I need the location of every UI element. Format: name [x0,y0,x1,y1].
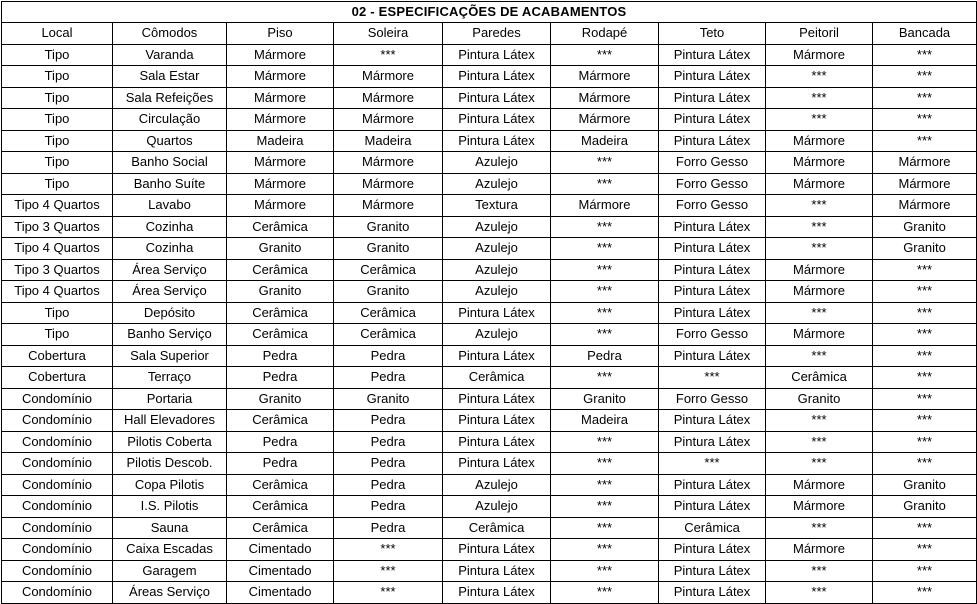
table-cell: *** [766,345,873,367]
table-cell: Cerâmica [443,367,551,389]
table-cell: *** [873,517,977,539]
table-cell: *** [766,216,873,238]
table-cell: Mármore [873,195,977,217]
table-row [2,431,977,453]
table-cell: Pintura Látex [443,560,551,582]
table-cell: Cobertura [2,367,113,389]
table-cell: Pintura Látex [659,66,766,88]
table-cell: Pedra [227,345,334,367]
table-cell: *** [766,431,873,453]
table-cell: Condomínio [2,431,113,453]
table-cell: *** [873,582,977,604]
table-row [2,152,977,174]
table-cell: Granito [873,496,977,518]
table-cell: Mármore [766,539,873,561]
table-cell: Pintura Látex [659,582,766,604]
table-cell: Tipo 4 Quartos [2,281,113,303]
table-cell: *** [766,195,873,217]
table-cell: *** [873,66,977,88]
table-cell: Pintura Látex [659,109,766,131]
table-cell: *** [766,410,873,432]
table-cell: Pintura Látex [659,281,766,303]
table-cell: Cerâmica [659,517,766,539]
table-cell: Lavabo [113,195,227,217]
table-row [2,345,977,367]
table-cell: *** [766,302,873,324]
table-cell: *** [551,539,659,561]
table-cell: Mármore [766,152,873,174]
table-cell: *** [766,87,873,109]
table-cell: Pintura Látex [659,474,766,496]
table-cell: Mármore [766,173,873,195]
table-cell: Granito [873,474,977,496]
table-cell: *** [551,302,659,324]
table-cell: Cerâmica [334,324,443,346]
table-cell: Circulação [113,109,227,131]
table-cell: *** [551,281,659,303]
table-cell: Condomínio [2,496,113,518]
table-cell: Mármore [227,173,334,195]
table-cell: Pintura Látex [659,259,766,281]
table-cell: Pintura Látex [659,345,766,367]
table-cell: Pintura Látex [443,130,551,152]
table-cell: *** [551,582,659,604]
table-cell: Sauna [113,517,227,539]
table-cell: *** [551,238,659,260]
table-cell: Madeira [551,130,659,152]
table-cell: Pintura Látex [443,388,551,410]
table-cell: Cimentado [227,560,334,582]
table-cell: Pedra [227,453,334,475]
table-cell: *** [551,367,659,389]
table-cell: Banho Social [113,152,227,174]
column-header: Piso [227,23,334,45]
table-row [2,87,977,109]
table-row [2,173,977,195]
table-row [2,496,977,518]
table-cell: Cimentado [227,582,334,604]
table-cell: Pintura Látex [659,238,766,260]
table-cell: *** [873,560,977,582]
table-cell: Cozinha [113,216,227,238]
table-cell: Tipo [2,173,113,195]
table-cell: Azulejo [443,238,551,260]
table-cell: Pintura Látex [443,431,551,453]
table-cell: *** [334,44,443,66]
table-cell: Pedra [227,431,334,453]
table-cell: Tipo [2,66,113,88]
table-cell: Forro Gesso [659,324,766,346]
table-cell: Granito [334,281,443,303]
table-cell: Portaria [113,388,227,410]
table-cell: Caixa Escadas [113,539,227,561]
table-cell: Pedra [334,453,443,475]
table-cell: Tipo [2,324,113,346]
table-cell: Cerâmica [227,496,334,518]
table-cell: Sala Estar [113,66,227,88]
table-cell: Mármore [551,195,659,217]
table-cell: *** [873,388,977,410]
table-cell: Granito [227,388,334,410]
table-cell: Cerâmica [227,216,334,238]
finishes-spec-table [1,1,977,604]
table-cell: Pilotis Descob. [113,453,227,475]
table-cell: Granito [766,388,873,410]
column-header: Bancada [873,23,977,45]
table-cell: Azulejo [443,281,551,303]
table-row [2,216,977,238]
table-cell: Cerâmica [227,410,334,432]
table-body [2,44,977,603]
table-row [2,302,977,324]
table-cell: Pedra [227,367,334,389]
table-cell: Cerâmica [227,259,334,281]
table-cell: *** [551,496,659,518]
column-header: Teto [659,23,766,45]
table-cell: Forro Gesso [659,152,766,174]
table-cell: Pintura Látex [443,66,551,88]
column-header: Local [2,23,113,45]
table-cell: Mármore [551,109,659,131]
table-cell: Granito [334,216,443,238]
table-cell: *** [334,560,443,582]
table-cell: *** [659,367,766,389]
table-cell: *** [873,87,977,109]
table-cell: Condomínio [2,388,113,410]
table-cell: Pintura Látex [443,582,551,604]
table-cell: *** [551,560,659,582]
table-cell: Tipo 3 Quartos [2,216,113,238]
table-cell: *** [873,281,977,303]
table-cell: Mármore [873,152,977,174]
table-cell: Mármore [227,66,334,88]
table-cell: Condomínio [2,582,113,604]
table-row [2,44,977,66]
table-cell: Pintura Látex [659,87,766,109]
column-header-row [2,23,977,45]
table-cell: Condomínio [2,453,113,475]
table-cell: Granito [873,216,977,238]
table-cell: Pintura Látex [659,539,766,561]
table-cell: Pintura Látex [443,302,551,324]
table-cell: Pintura Látex [659,130,766,152]
table-cell: *** [766,582,873,604]
column-header: Peitoril [766,23,873,45]
table-cell: Madeira [334,130,443,152]
table-cell: *** [551,259,659,281]
table-row [2,281,977,303]
table-cell: *** [873,324,977,346]
table-cell: Forro Gesso [659,195,766,217]
table-cell: *** [766,560,873,582]
table-cell: Tipo [2,130,113,152]
table-cell: Pintura Látex [443,453,551,475]
table-cell: Azulejo [443,216,551,238]
table-cell: Azulejo [443,496,551,518]
table-cell: *** [551,152,659,174]
table-cell: Pedra [334,410,443,432]
table-cell: Mármore [873,173,977,195]
table-cell: Tipo [2,44,113,66]
column-header: Paredes [443,23,551,45]
table-cell: Mármore [334,195,443,217]
table-cell: Pintura Látex [659,410,766,432]
table-row [2,453,977,475]
table-cell: Mármore [766,281,873,303]
table-row [2,238,977,260]
table-cell: Mármore [766,259,873,281]
table-cell: Tipo [2,109,113,131]
table-cell: Pintura Látex [659,216,766,238]
table-cell: Mármore [766,496,873,518]
table-cell: Azulejo [443,474,551,496]
table-cell: Copa Pilotis [113,474,227,496]
table-cell: Pintura Látex [443,44,551,66]
table-cell: *** [551,324,659,346]
table-cell: *** [873,345,977,367]
table-cell: Pintura Látex [659,560,766,582]
table-cell: Granito [334,388,443,410]
column-header: Cômodos [113,23,227,45]
column-header: Rodapé [551,23,659,45]
table-cell: Granito [873,238,977,260]
table-cell: Mármore [766,324,873,346]
table-cell: *** [334,539,443,561]
table-cell: Terraço [113,367,227,389]
table-cell: Pedra [334,496,443,518]
table-cell: Quartos [113,130,227,152]
table-cell: Forro Gesso [659,173,766,195]
table-row [2,367,977,389]
table-cell: Tipo [2,152,113,174]
table-cell: Cerâmica [443,517,551,539]
table-cell: Mármore [766,474,873,496]
table-cell: *** [551,173,659,195]
table-row [2,109,977,131]
table-cell: *** [873,410,977,432]
table-cell: Pintura Látex [443,539,551,561]
table-cell: *** [873,44,977,66]
table-cell: *** [659,453,766,475]
table-cell: Cerâmica [227,474,334,496]
column-header: Soleira [334,23,443,45]
table-row [2,195,977,217]
table-cell: Forro Gesso [659,388,766,410]
table-cell: Mármore [334,66,443,88]
table-cell: Mármore [227,87,334,109]
table-cell: Madeira [227,130,334,152]
table-cell: *** [551,44,659,66]
table-cell: *** [873,431,977,453]
table-cell: *** [873,453,977,475]
table-cell: Cozinha [113,238,227,260]
table-cell: *** [766,517,873,539]
table-cell: Pedra [334,474,443,496]
table-row [2,474,977,496]
table-cell: Pintura Látex [443,345,551,367]
table-cell: Banho Serviço [113,324,227,346]
table-cell: *** [551,474,659,496]
table-cell: Mármore [551,87,659,109]
table-cell: Granito [551,388,659,410]
table-cell: Pintura Látex [443,87,551,109]
table-cell: *** [766,109,873,131]
table-cell: Textura [443,195,551,217]
table-cell: Pilotis Coberta [113,431,227,453]
table-row [2,560,977,582]
table-cell: Tipo 4 Quartos [2,195,113,217]
table-cell: Granito [227,281,334,303]
table-cell: Cerâmica [334,302,443,324]
table-cell: Pedra [334,431,443,453]
table-cell: Depósito [113,302,227,324]
table-cell: Cerâmica [334,259,443,281]
table-row [2,130,977,152]
table-cell: *** [873,109,977,131]
table-cell: Azulejo [443,152,551,174]
table-row [2,66,977,88]
table-cell: *** [873,259,977,281]
table-cell: Azulejo [443,173,551,195]
table-row [2,324,977,346]
table-cell: Mármore [334,173,443,195]
table-title: 02 - ESPECIFICAÇÕES DE ACABAMENTOS [2,2,977,23]
table-cell: *** [873,367,977,389]
table-cell: *** [766,453,873,475]
table-cell: Garagem [113,560,227,582]
table-cell: Pedra [334,367,443,389]
table-cell: *** [873,302,977,324]
table-cell: Cimentado [227,539,334,561]
table-cell: Tipo [2,302,113,324]
table-cell: Condomínio [2,474,113,496]
table-cell: Área Serviço [113,281,227,303]
table-cell: Pintura Látex [659,496,766,518]
table-cell: Área Serviço [113,259,227,281]
table-cell: Azulejo [443,259,551,281]
table-cell: Cerâmica [227,517,334,539]
table-cell: Pintura Látex [443,109,551,131]
table-row [2,517,977,539]
table-cell: Tipo 4 Quartos [2,238,113,260]
table-cell: *** [873,130,977,152]
table-row [2,259,977,281]
table-cell: Mármore [766,44,873,66]
table-cell: Mármore [334,109,443,131]
table-cell: Mármore [227,152,334,174]
table-cell: Condomínio [2,410,113,432]
table-row [2,388,977,410]
table-cell: Mármore [334,152,443,174]
table-cell: Sala Superior [113,345,227,367]
table-cell: Pintura Látex [443,410,551,432]
table-cell: Pintura Látex [659,302,766,324]
table-row [2,582,977,604]
table-cell: *** [551,453,659,475]
table-cell: *** [873,539,977,561]
table-cell: Mármore [551,66,659,88]
table-cell: *** [551,431,659,453]
table-cell: Condomínio [2,539,113,561]
table-cell: *** [551,216,659,238]
table-cell: Mármore [334,87,443,109]
table-cell: Mármore [766,130,873,152]
table-cell: *** [334,582,443,604]
table-cell: Mármore [227,44,334,66]
table-cell: Sala Refeições [113,87,227,109]
table-cell: Pedra [334,345,443,367]
table-cell: *** [551,517,659,539]
table-cell: Tipo [2,87,113,109]
table-cell: Pintura Látex [659,44,766,66]
table-cell: Granito [334,238,443,260]
table-cell: Banho Suíte [113,173,227,195]
table-cell: I.S. Pilotis [113,496,227,518]
table-cell: Azulejo [443,324,551,346]
table-cell: Pintura Látex [659,431,766,453]
table-cell: Mármore [227,195,334,217]
table-cell: Condomínio [2,517,113,539]
table-cell: Áreas Serviço [113,582,227,604]
table-cell: Madeira [551,410,659,432]
table-cell: Hall Elevadores [113,410,227,432]
table-cell: Cerâmica [766,367,873,389]
table-cell: Cerâmica [227,324,334,346]
table-cell: Mármore [227,109,334,131]
table-cell: Pedra [551,345,659,367]
table-cell: *** [766,238,873,260]
table-cell: Pedra [334,517,443,539]
table-cell: Condomínio [2,560,113,582]
table-cell: Cerâmica [227,302,334,324]
table-cell: Cobertura [2,345,113,367]
table-row [2,539,977,561]
table-cell: *** [766,66,873,88]
table-cell: Granito [227,238,334,260]
table-cell: Tipo 3 Quartos [2,259,113,281]
table-row [2,410,977,432]
table-cell: Varanda [113,44,227,66]
